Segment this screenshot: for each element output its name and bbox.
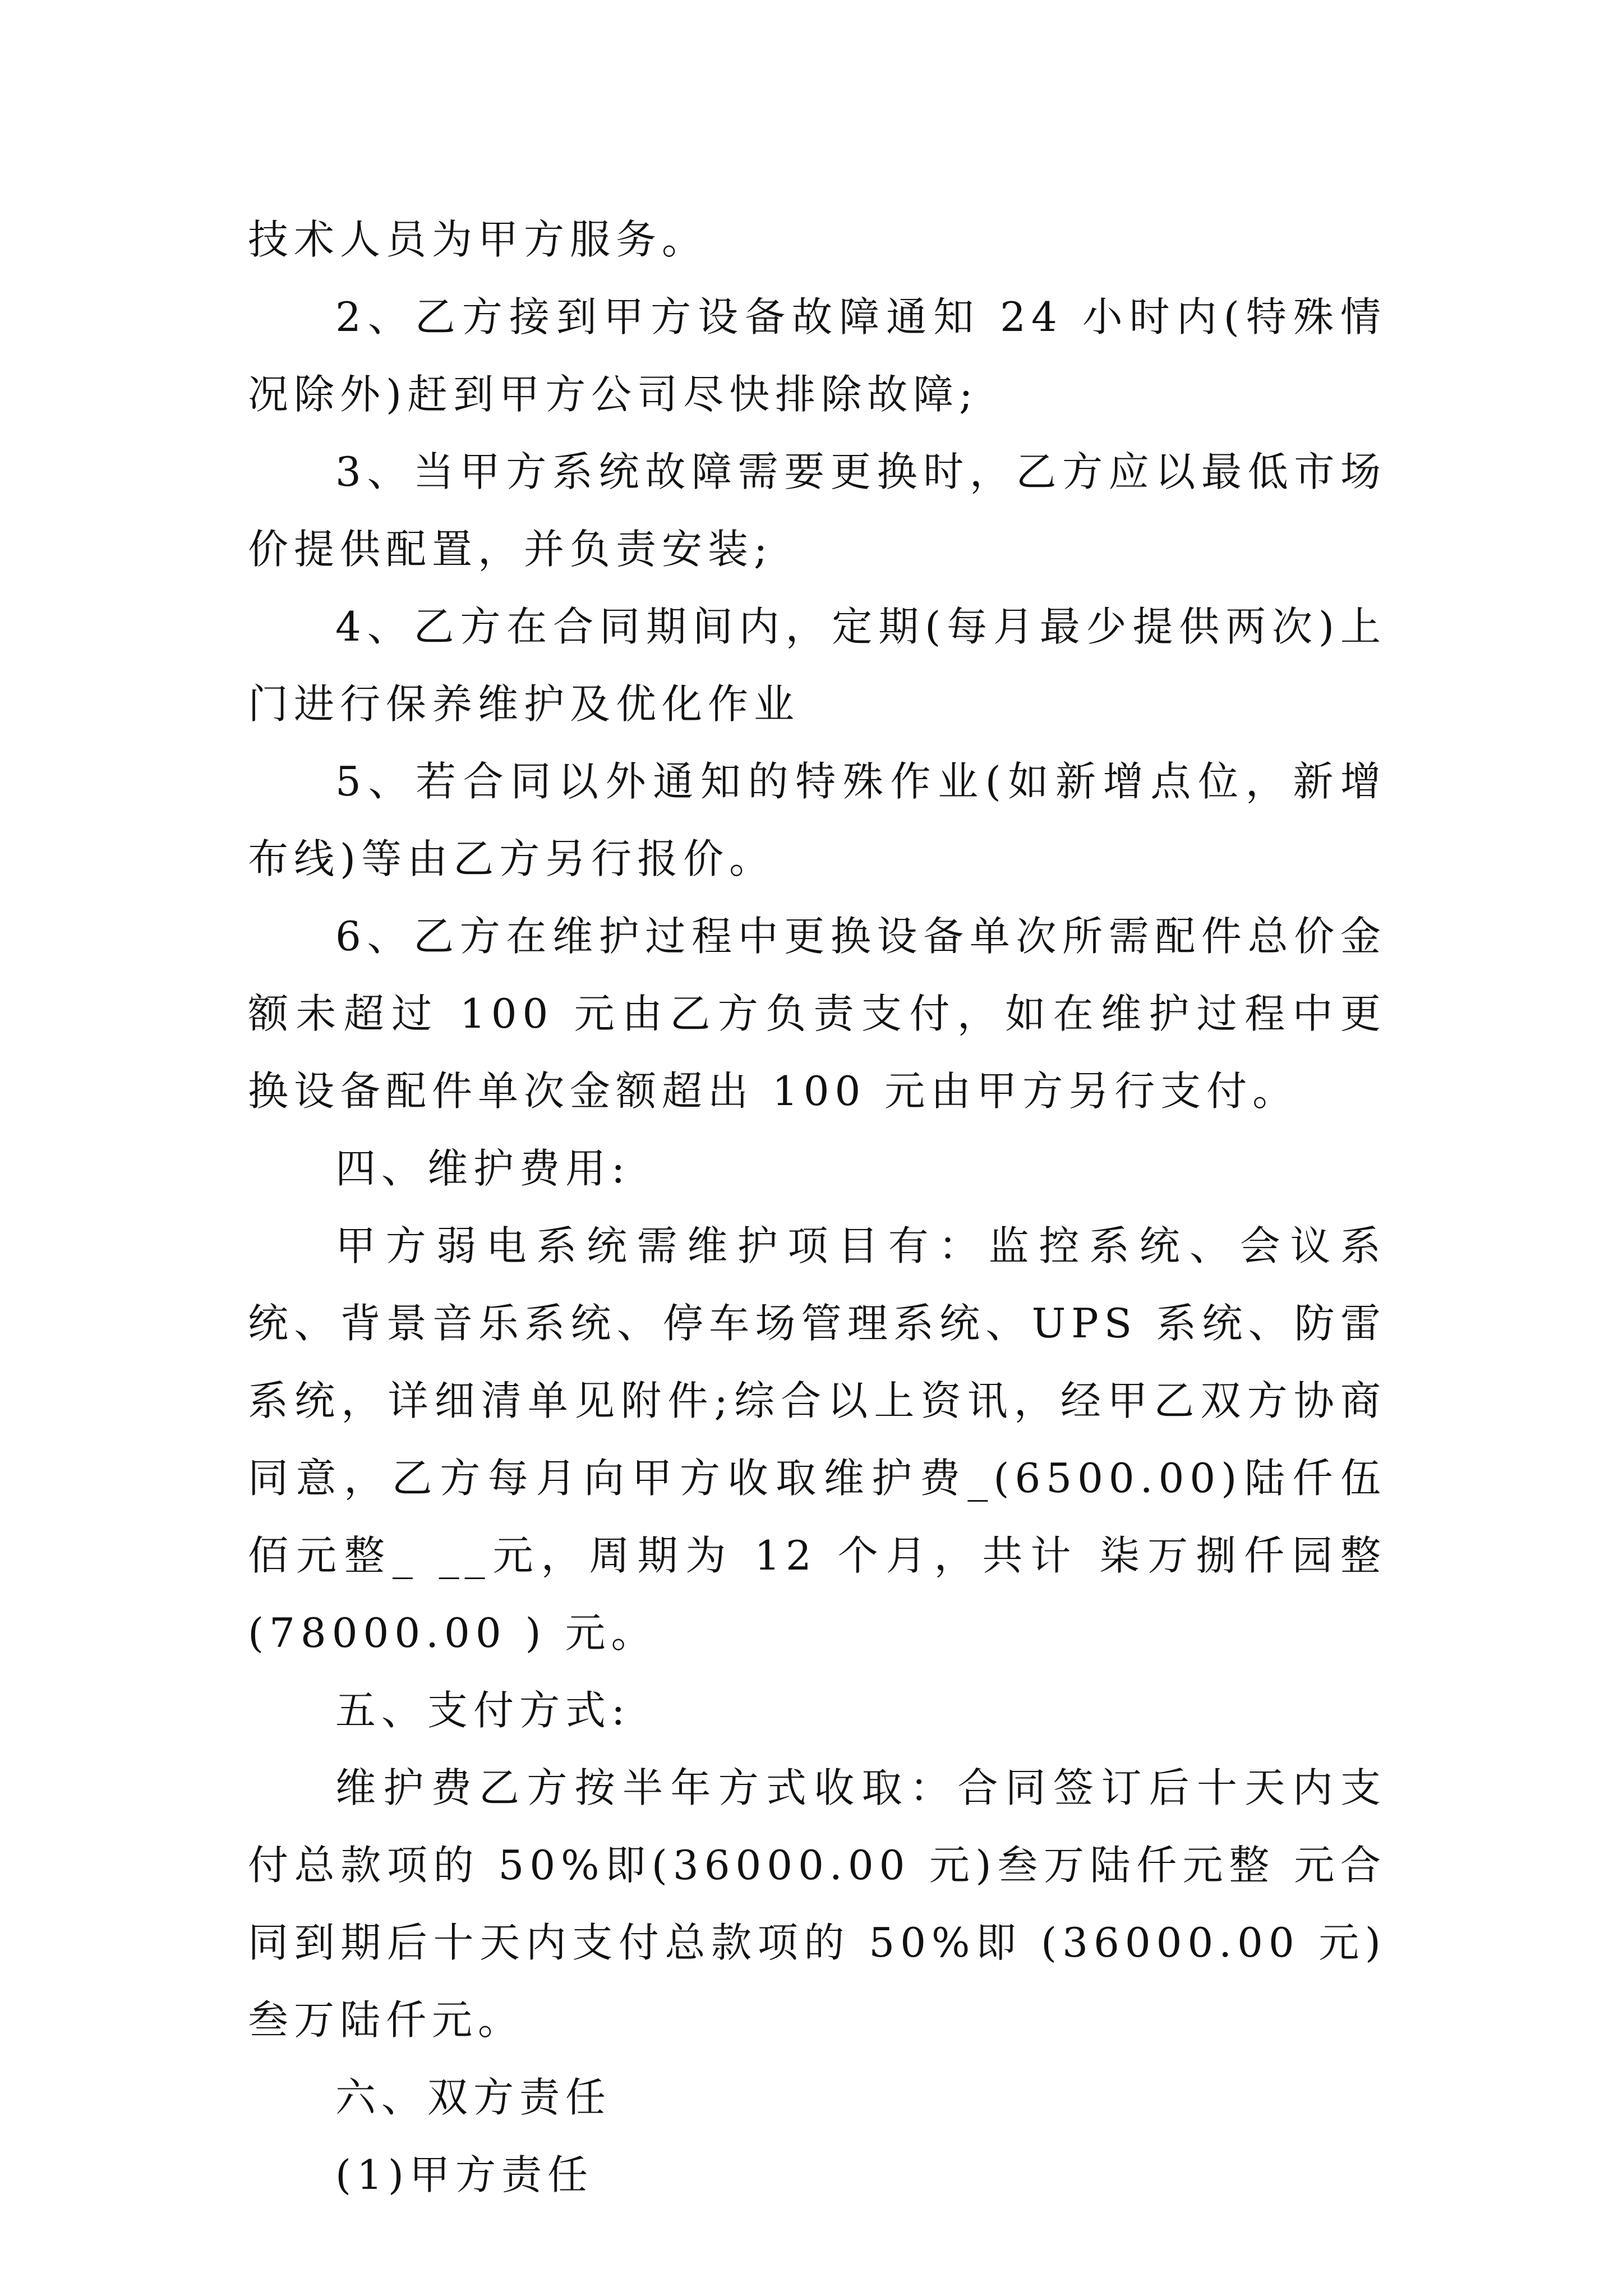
subheading-party-a-responsibility: (1)甲方责任	[335, 2151, 593, 2198]
paragraph-maintenance-fee: 甲方弱电系统需维护项目有：监控系统、会议系统、背景音乐系统、停车场管理系统、UPS 系统、防雷系统，详细清单见附件;综合以上资讯，经甲乙双方协商同意，乙方每月向甲方收取维护费_(6500.00)陆仟伍佰元整_ __元，周期为 12 个月，共计 柒万捌仟园整(78000.00 ) 元。	[248, 1222, 1386, 1657]
paragraph-clause-4: 4、乙方在合同期间内，定期(每月最少提供两次)上门进行保养维护及优化作业	[248, 603, 1386, 728]
paragraph-payment-method: 维护费乙方按半年方式收取：合同签订后十天内支付总款项的 50%即(36000.00 元)叁万陆仟元整 元合同到期后十天内支付总款项的 50%即 (36000.00 元)叁万陆仟元。	[248, 1764, 1386, 2044]
paragraph-continuation: 技术人员为甲方服务。	[248, 216, 708, 263]
paragraph-clause-2: 2、乙方接到甲方设备故障通知 24 小时内(特殊情况除外)赶到甲方公司尽快排除故障;	[248, 293, 1386, 418]
section-heading-maintenance-fee: 四、维护费用:	[335, 1145, 631, 1192]
paragraph-clause-5: 5、若合同以外通知的特殊作业(如新增点位，新增布线)等由乙方另行报价。	[248, 758, 1386, 882]
paragraph-clause-3: 3、当甲方系统故障需要更换时，乙方应以最低市场价提供配置，并负责安装;	[248, 448, 1386, 573]
section-heading-responsibilities: 六、双方责任	[335, 2074, 612, 2121]
section-heading-payment-method: 五、支付方式:	[335, 1687, 631, 1734]
document-body	[248, 201, 1386, 2214]
paragraph-clause-6: 6、乙方在维护过程中更换设备单次所需配件总价金额未超过 100 元由乙方负责支付，如在维护过程中更换设备配件单次金额超出 100 元由甲方另行支付。	[248, 913, 1386, 1115]
